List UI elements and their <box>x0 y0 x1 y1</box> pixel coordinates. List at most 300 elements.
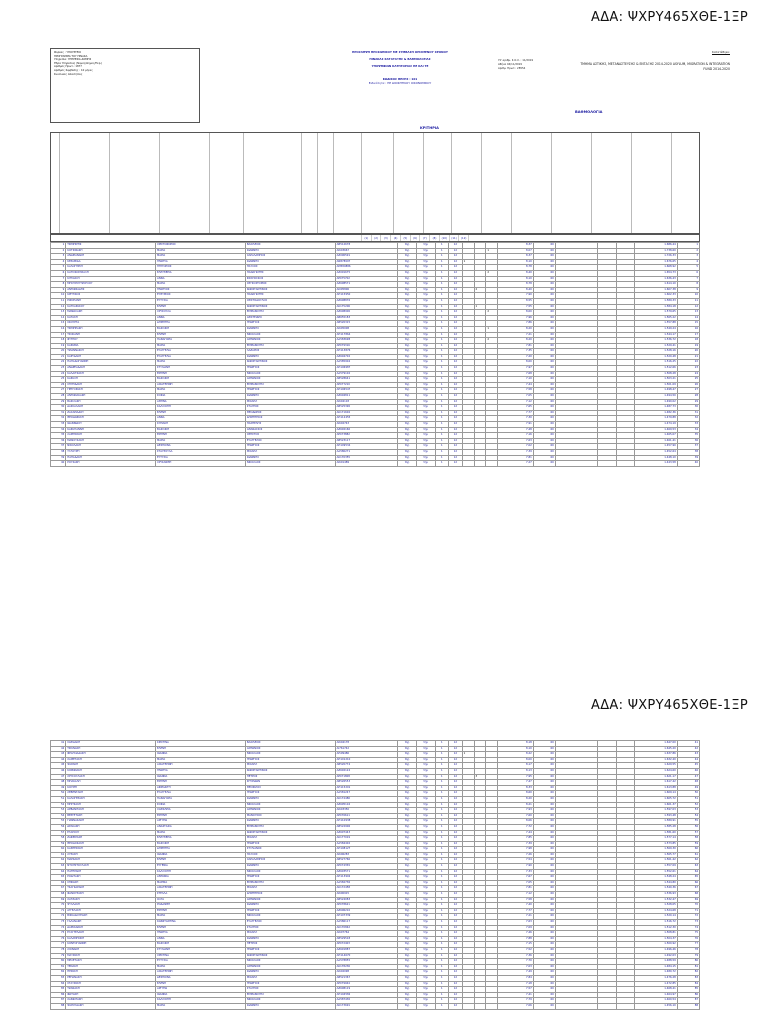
months: 60 <box>533 942 555 948</box>
criterion-c: 1 <box>435 282 449 288</box>
father-name: ΚΩΝΣΤΑΝΤΙΝΟΣ <box>245 304 335 310</box>
header-line: ΠΡΟΓΡΑΜΜΑ ΤΟΥ ΠΙΝΑΚΑ <box>54 54 88 58</box>
surname: ΚΑΡΑΛΗ <box>66 377 156 383</box>
criterion-a: Όχι <box>398 959 417 965</box>
criterion-a: Όχι <box>398 1003 417 1009</box>
rank: 3 <box>677 254 699 260</box>
criterion-d: 12 <box>449 444 463 450</box>
surname: ΚΕΡΑΜΙΔΑ <box>66 259 156 265</box>
rank: 54 <box>677 813 699 819</box>
first-name: ΠΑΝΑΓΙΩΤΑ <box>156 338 246 344</box>
months: 60 <box>533 959 555 965</box>
father-name: ΙΩΑΝΝΗΣ <box>245 326 335 332</box>
degree-grade: 7,55 <box>498 304 534 310</box>
total-score: 1.605,72 <box>635 796 677 802</box>
surname: ΒΕΡΓΕΤΑΚΗ <box>66 813 156 819</box>
criterion-c: 1 <box>435 964 449 970</box>
criterion-b: Όχι <box>416 830 435 836</box>
criterion-d: 12 <box>449 349 463 355</box>
total-score: 1.565,77 <box>635 852 677 858</box>
degree-grade: 7,81 <box>498 886 534 892</box>
rank: 37 <box>677 444 699 450</box>
criterion-b: Όχι <box>416 796 435 802</box>
father-name: ΑΝΤΩΝΙΟΣ <box>245 808 335 814</box>
rank: 68 <box>677 892 699 898</box>
row-index: 9 <box>51 287 66 293</box>
rank: 49 <box>677 785 699 791</box>
criterion-c: 1 <box>435 936 449 942</box>
criterion-a: Όχι <box>398 864 417 870</box>
row-index: 78 <box>51 947 66 953</box>
row-index: 3 <box>51 254 66 260</box>
months: 60 <box>533 757 555 763</box>
row-index: 42 <box>51 746 66 752</box>
id-number: ΑΖ692160 <box>335 427 398 433</box>
degree-grade: 7,95 <box>498 774 534 780</box>
criterion-a: Όχι <box>398 377 417 383</box>
id-number: ΑΙ602098 <box>335 970 398 976</box>
months: 60 <box>533 780 555 786</box>
total-score: 1.494,50 <box>635 394 677 400</box>
criterion-d: 12 <box>449 282 463 288</box>
id-number: ΑΝ878997 <box>335 259 398 265</box>
id-number: ΑΒ523117 <box>335 438 398 444</box>
total-score: 1.565,22 <box>635 315 677 321</box>
first-name: ΒΑΣΙΛΙΚΗ <box>156 326 246 332</box>
father-name: ΚΩΝΣΤΑΝΤΙΝΟΣ <box>245 360 335 366</box>
first-name: ΣΤΕΛΛΑ <box>156 892 246 898</box>
row-index: 74 <box>51 925 66 931</box>
row-index: 31 <box>51 410 66 416</box>
criterion-b: Όχι <box>416 964 435 970</box>
first-name: ΕΛΕΝΗ <box>156 410 246 416</box>
criterion-b: Όχι <box>416 427 435 433</box>
father-name: ΕΥΑΓΓΕΛΟΣ <box>245 920 335 926</box>
months: 60 <box>533 354 555 360</box>
degree-grade: 7,81 <box>498 343 534 349</box>
surname: ΜΑΥΡΑΚΗ <box>66 953 156 959</box>
criterion-d: 12 <box>449 287 463 293</box>
criterion-d: 12 <box>449 371 463 377</box>
total-score: 1.637,86 <box>635 752 677 758</box>
id-number: ΑΚ176355 <box>335 455 398 461</box>
father-name: ΓΕΩΡΓΙΟΣ <box>245 841 335 847</box>
criterion-b: Όχι <box>416 947 435 953</box>
first-name: ΡΟΔΑΝΘΗ <box>156 903 246 909</box>
surname: ΠΑΤΕΡΑΚΗ <box>66 869 156 875</box>
surname: ΜΑΡΚΑΚΗ <box>66 858 156 864</box>
months: 60 <box>533 270 555 276</box>
row-index: 39 <box>51 455 66 461</box>
total-score: 1.636,43 <box>635 276 677 282</box>
criterion-d: 12 <box>449 947 463 953</box>
months: 60 <box>533 438 555 444</box>
criterion-d: 12 <box>449 975 463 981</box>
criterion-d: 12 <box>449 427 463 433</box>
criterion-c: 1 <box>435 897 449 903</box>
months: 60 <box>533 382 555 388</box>
criterion-a: Όχι <box>398 903 417 909</box>
criterion-a: Όχι <box>398 757 417 763</box>
total-score: 1.528,05 <box>635 903 677 909</box>
father-name: ΓΕΩΡΓΙΟΣ <box>245 321 335 327</box>
criterion-b: Όχι <box>416 847 435 853</box>
total-score: 1.457,90 <box>635 444 677 450</box>
id-number: ΑΚ173691 <box>335 1003 398 1009</box>
months: 60 <box>533 763 555 769</box>
id-number: ΑΙ604118 <box>335 399 398 405</box>
rank: 86 <box>677 992 699 998</box>
id-number: ΑΙ607764 <box>335 931 398 937</box>
criterion-d: 12 <box>449 276 463 282</box>
first-name: ΕΛΕΝΗ <box>156 332 246 338</box>
father-name: ΑΝΤΩΝΙΟΣ <box>245 897 335 903</box>
rank: 12 <box>677 304 699 310</box>
rank: 30 <box>677 405 699 411</box>
criterion-b: Όχι <box>416 321 435 327</box>
total-score: 1.607,38 <box>635 287 677 293</box>
id-number: ΑΙ600915 <box>335 892 398 898</box>
criterion-d: 12 <box>449 293 463 299</box>
surname: ΡΟΥΣΑΚΗ <box>66 461 156 467</box>
criterion-b: Όχι <box>416 254 435 260</box>
criterion-b: Όχι <box>416 852 435 858</box>
father-name: ΕΜΜΑΝΟΥΗΛ <box>245 382 335 388</box>
total-score: 1.647,00 <box>635 741 677 747</box>
row-index: 58 <box>51 836 66 842</box>
father-name: ΝΙΚΟΛΑΟΣ <box>245 752 335 758</box>
criterion-d: 12 <box>449 366 463 372</box>
rank: 2 <box>677 248 699 254</box>
father-name: ΓΕΩΡΓΙΟΣ <box>245 757 335 763</box>
first-name: ΣΟΦΙΑ <box>156 394 246 400</box>
criterion-d: 12 <box>449 931 463 937</box>
criterion-b: Όχι <box>416 914 435 920</box>
row-index: 17 <box>51 332 66 338</box>
criterion-c: 1 <box>435 981 449 987</box>
criterion-b: Όχι <box>416 449 435 455</box>
total-score: 1.520,48 <box>635 354 677 360</box>
father-name: ΚΩΝΣΤΑΝΤΙΝΟΣ <box>245 768 335 774</box>
total-score: 1.654,73 <box>635 270 677 276</box>
first-name: ΚΥΡΙΑΚΗ <box>156 422 246 428</box>
months: 60 <box>533 774 555 780</box>
degree-grade: 7,91 <box>498 422 534 428</box>
father-name: ΣΤΥΛΙΑΝΟΣ <box>245 847 335 853</box>
criterion-b: Όχι <box>416 931 435 937</box>
months: 60 <box>533 276 555 282</box>
col-num: (5) <box>400 235 410 241</box>
criterion-d: 12 <box>449 774 463 780</box>
degree-grade: 7,77 <box>498 908 534 914</box>
row-index: 88 <box>51 1003 66 1009</box>
surname: ΞΕΝΑΚΗ <box>66 964 156 970</box>
first-name: ΒΑΣΙΛΙΚΗ <box>156 377 246 383</box>
col-num <box>51 235 361 241</box>
criterion-a: Όχι <box>398 449 417 455</box>
criterion-c: 1 <box>435 449 449 455</box>
sheet-1 <box>50 48 730 648</box>
total-score: 1.503,21 <box>635 377 677 383</box>
rank: 39 <box>677 455 699 461</box>
surname: ΞΥΛΟΥΡΗ <box>66 449 156 455</box>
father-name: ΓΕΩΡΓΙΟΣ <box>245 388 335 394</box>
rank: 73 <box>677 920 699 926</box>
surname: ΚΑΡΑΓΙΑΝΝΗ <box>66 427 156 433</box>
criterion-c: 1 <box>435 836 449 842</box>
surname: ΑΝΔΡΙΑΝΑΚΗ <box>66 254 156 260</box>
father-name: ΓΕΩΡΓΙΟΣ <box>245 875 335 881</box>
criterion-d: 12 <box>449 819 463 825</box>
total-score: 1.573,85 <box>635 841 677 847</box>
surname: ΖΑΧΑΡΙΑΔΟΥ <box>66 410 156 416</box>
row-index: 54 <box>51 813 66 819</box>
months: 60 <box>533 461 555 467</box>
criterion-d: 12 <box>449 847 463 853</box>
father-name: ΠΑΥΛΟΣ <box>245 852 335 858</box>
surname: ΤΖΑΝΑΚΗ <box>66 987 156 993</box>
criterion-c: 1 <box>435 416 449 422</box>
criterion-a: Όχι <box>398 869 417 875</box>
criterion-c: 1 <box>435 422 449 428</box>
id-number: ΑΖ694702 <box>335 354 398 360</box>
criterion-a: Όχι <box>398 813 417 819</box>
first-name: ΑΝΝΑ <box>156 936 246 942</box>
father-name: ΑΡΙΣΤΕΙΔΗΣ <box>245 315 335 321</box>
criterion-b: Όχι <box>416 836 435 842</box>
father-name: ΣΤΑΥΡΟΣ <box>245 987 335 993</box>
total-score: 1.452,64 <box>635 449 677 455</box>
surname: ΦΡΑΓΚΙΑΔΑΚΗ <box>66 752 156 758</box>
father-name: ΙΩΑΝΝΗΣ <box>245 970 335 976</box>
months: 60 <box>533 243 555 249</box>
criterion-a: Όχι <box>398 942 417 948</box>
rank: 17 <box>677 332 699 338</box>
months: 60 <box>533 1003 555 1009</box>
criterion-d: 12 <box>449 455 463 461</box>
criterion-d: 12 <box>449 259 463 265</box>
criterion-d: 12 <box>449 248 463 254</box>
criterion-c: 1 <box>435 746 449 752</box>
total-score: 1.487,73 <box>635 405 677 411</box>
fund-name: ΤΜΗΜΑ ΑΣΤΙΚΗΣ, ΜΕΤΑΝΑΣΤΕΥΣΗΣ & ΕΝΤΑΞΗΣ 2014-2020 ASYLUM, MIGRATION & INTEGRATION FUND 2014-2020 <box>580 62 730 71</box>
criterion-f <box>474 461 486 467</box>
row-index: 80 <box>51 959 66 965</box>
criterion-d: 12 <box>449 920 463 926</box>
row-index: 27 <box>51 388 66 394</box>
degree-grade: 8,20 <box>498 796 534 802</box>
criterion-a: Όχι <box>398 774 417 780</box>
criterion-b: Όχι <box>416 248 435 254</box>
criterion-g <box>486 1003 498 1009</box>
id-number: ΑΗ109534 <box>335 444 398 450</box>
surname: ΜΑΝΩΛΑΚΗ <box>66 310 156 316</box>
row-index: 77 <box>51 942 66 948</box>
degree-grade: 7,03 <box>498 964 534 970</box>
surname: ΤΖΙΑΝΝΑΚΟΥ <box>66 349 156 355</box>
degree-grade: 7,47 <box>498 780 534 786</box>
criterion-a: Όχι <box>398 875 417 881</box>
criterion-b: Όχι <box>416 992 435 998</box>
criterion-f: 3 <box>474 774 486 780</box>
criterion-c: 1 <box>435 427 449 433</box>
months: 60 <box>533 248 555 254</box>
criterion-a: Όχι <box>398 243 417 249</box>
criterion-c: 1 <box>435 864 449 870</box>
rank: 63 <box>677 864 699 870</box>
rank: 44 <box>677 757 699 763</box>
father-name: ΠΑΝΑΓΙΩΤΗΣ <box>245 270 335 276</box>
criterion-a: Όχι <box>398 880 417 886</box>
header-info-box <box>50 48 200 123</box>
row-index: 16 <box>51 326 66 332</box>
criterion-d: 12 <box>449 752 463 758</box>
criterion-d: 12 <box>449 338 463 344</box>
row-index: 62 <box>51 858 66 864</box>
first-name: ΑΦΡΟΔΙΤΗ <box>156 785 246 791</box>
criterion-d: 12 <box>449 824 463 830</box>
surname: ΤΣΙΚΝΑΚΗ <box>66 746 156 752</box>
rank: 22 <box>677 360 699 366</box>
criterion-b: Όχι <box>416 366 435 372</box>
criterion-b: Όχι <box>416 461 435 467</box>
first-name: ΑΝΝΑ <box>156 315 246 321</box>
father-name: ΒΑΣΙΛΕΙΟΣ <box>245 243 335 249</box>
criterion-d: 12 <box>449 410 463 416</box>
first-name: ΑΝΝΑ <box>156 276 246 282</box>
criterion-a: Όχι <box>398 276 417 282</box>
criterion-b: Όχι <box>416 987 435 993</box>
father-name: ΑΝΤΩΝΙΟΣ <box>245 377 335 383</box>
degree-grade: 8,10 <box>498 259 534 265</box>
rank: 65 <box>677 875 699 881</box>
row-index: 11 <box>51 298 66 304</box>
first-name: ΧΡΙΣΤΙΝΑ <box>156 953 246 959</box>
father-name: ΕΜΜΑΝΟΥΗΛ <box>245 824 335 830</box>
score-a <box>555 461 597 467</box>
first-name: ΒΑΣΙΛΙΚΗ <box>156 427 246 433</box>
criterion-d: 12 <box>449 343 463 349</box>
criterion-a: Όχι <box>398 892 417 898</box>
months: 60 <box>533 858 555 864</box>
first-name: ΕΛΕΝΗ <box>156 746 246 752</box>
criterion-c: 1 <box>435 444 449 450</box>
degree-grade: 7,96 <box>498 315 534 321</box>
degree-grade: 8,00 <box>498 310 534 316</box>
criterion-a: Όχι <box>398 287 417 293</box>
months: 60 <box>533 824 555 830</box>
father-name: ΙΩΑΝΝΗΣ <box>245 796 335 802</box>
months: 60 <box>533 338 555 344</box>
criterion-b: Όχι <box>416 746 435 752</box>
surname: ΔΑΣΚΑΛΑΚΗ <box>66 405 156 411</box>
col-num: (2) <box>371 235 381 241</box>
row-index: 76 <box>51 936 66 942</box>
total-score: 1.621,17 <box>635 774 677 780</box>
criterion-b: Όχι <box>416 315 435 321</box>
total-score: 1.479,88 <box>635 416 677 422</box>
criterion-b: Όχι <box>416 998 435 1004</box>
total-score: 1.676,65 <box>635 259 677 265</box>
criterion-e <box>462 461 474 467</box>
total-score: 1.465,07 <box>635 433 677 439</box>
criterion-d: 12 <box>449 315 463 321</box>
column-number-row <box>50 234 700 242</box>
criterion-d: 12 <box>449 981 463 987</box>
row-index: 37 <box>51 444 66 450</box>
criterion-a: Όχι <box>398 841 417 847</box>
criterion-c: 1 <box>435 830 449 836</box>
father-name: ΕΜΜΑΝΟΥΗΛ <box>245 310 335 316</box>
criterion-a: Όχι <box>398 315 417 321</box>
total-score: 1.443,58 <box>635 461 677 467</box>
criterion-d: 12 <box>449 768 463 774</box>
first-name: ΕΥΓΕΝΙΑ <box>156 864 246 870</box>
father-name: ΧΡΥΣΟΣΤΟΜΟΣ <box>245 282 335 288</box>
total-score: 1.536,72 <box>635 338 677 344</box>
criterion-c: 1 <box>435 326 449 332</box>
rank: 56 <box>677 824 699 830</box>
row-index: 25 <box>51 377 66 383</box>
surname: ΚΑΛΑΙΤΖΑΚΗ <box>66 371 156 377</box>
row-index: 65 <box>51 875 66 881</box>
criterion-b: Όχι <box>416 908 435 914</box>
row-index: 15 <box>51 321 66 327</box>
criterion-c: 1 <box>435 925 449 931</box>
id-number: ΑΗ114670 <box>335 953 398 959</box>
rank: 67 <box>677 886 699 892</box>
col-num <box>468 235 699 241</box>
first-name: ΜΑΡΙΑ <box>156 757 246 763</box>
score-c <box>616 1003 635 1009</box>
first-name: ΙΩΑΝΝΑ <box>156 752 246 758</box>
surname: ΚΑΛΟΓΕΡΑΚΗ <box>66 796 156 802</box>
id-number: ΑΒ527760 <box>335 858 398 864</box>
total-score: 1.536,93 <box>635 892 677 898</box>
surname: ΣΠΥΡΙΔΑΚΗ <box>66 382 156 388</box>
criterion-c: 1 <box>435 774 449 780</box>
table-row <box>51 1003 700 1009</box>
criterion-e: 1 <box>462 259 474 265</box>
total-score: 1.549,24 <box>635 326 677 332</box>
first-name: ΑΙΚΑΤΕΡΙΝΗ <box>156 970 246 976</box>
first-name: ΜΑΡΙΑ <box>156 360 246 366</box>
criterion-b: Όχι <box>416 338 435 344</box>
total-score: 1.614,10 <box>635 282 677 288</box>
criterion-c: 1 <box>435 259 449 265</box>
criterion-b: Όχι <box>416 276 435 282</box>
criterion-d: 12 <box>449 852 463 858</box>
rank: 9 <box>677 287 699 293</box>
row-index: 34 <box>51 427 66 433</box>
id-number: ΑΚ170842 <box>335 925 398 931</box>
header-fund-block <box>580 50 730 71</box>
scoring-label: ΒΑΘΜΟΛΟΓΙΑ <box>575 110 603 114</box>
rank: 79 <box>677 953 699 959</box>
degree-grade: 7,39 <box>498 449 534 455</box>
criterion-a: Όχι <box>398 836 417 842</box>
total-score: 1.544,17 <box>635 332 677 338</box>
criterion-a: Όχι <box>398 802 417 808</box>
surname: ΨΑΡΑΚΗ <box>66 763 156 769</box>
months: 60 <box>533 925 555 931</box>
first-name: ΒΑΣΙΛΙΚΗ <box>156 841 246 847</box>
degree-grade: 7,41 <box>498 992 534 998</box>
rank: 71 <box>677 908 699 914</box>
criterion-g: 2 <box>486 338 498 344</box>
father-name: ΧΑΡΑΛΑΜΠΟΣ <box>245 254 335 260</box>
degree-grade: 7,12 <box>498 399 534 405</box>
